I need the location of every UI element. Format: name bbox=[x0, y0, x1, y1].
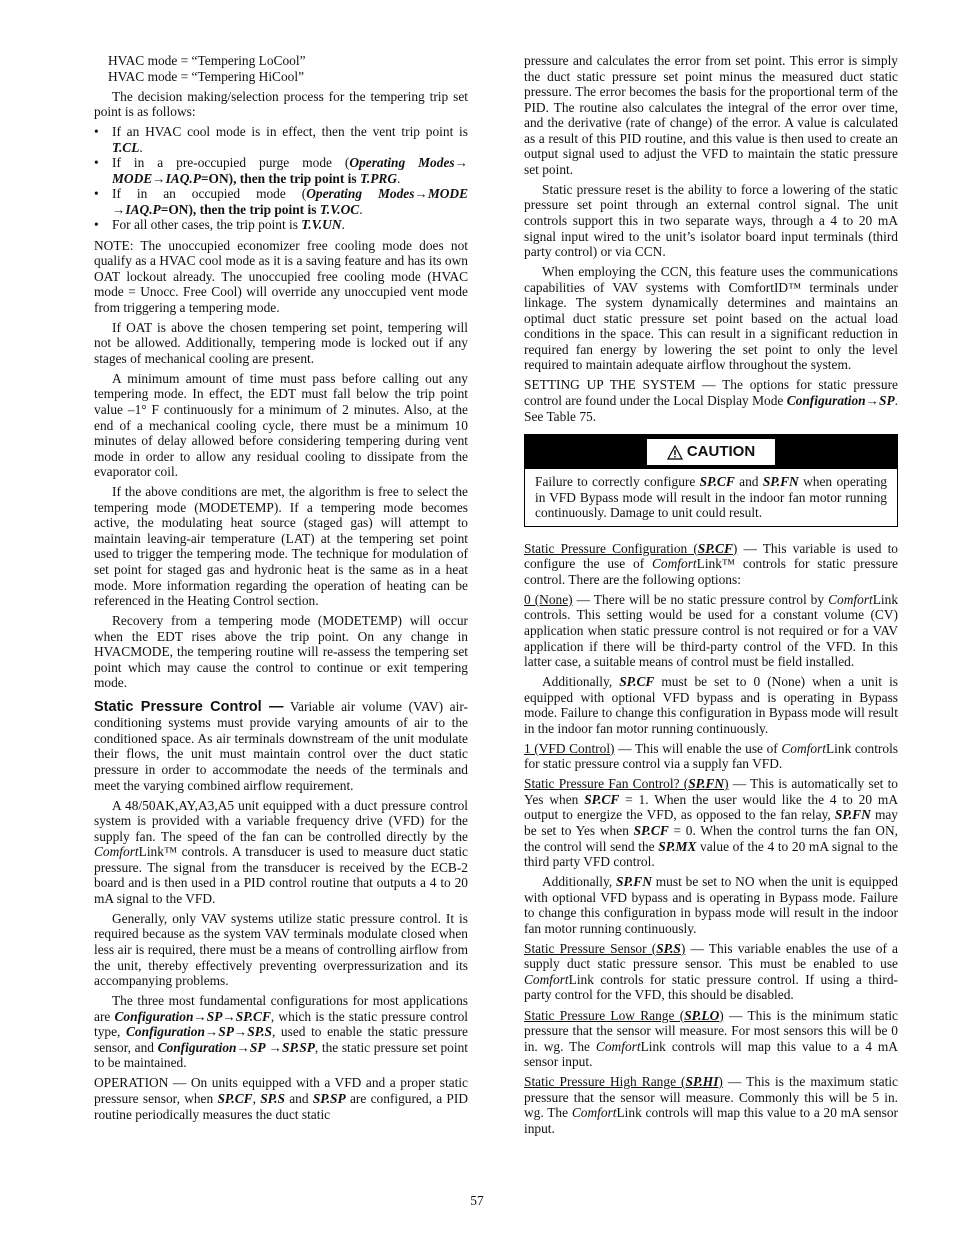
menu-path: Operating Modes→ MODE→IAQ.P bbox=[112, 155, 468, 186]
mode-line-2: HVAC mode = “Tempering HiCool” bbox=[108, 68, 305, 84]
menu-path: Configuration→SP→SP.S bbox=[126, 1024, 272, 1040]
code-term: SP.CF bbox=[699, 474, 735, 490]
menu-path: Configuration→SP →SP.SP bbox=[157, 1039, 315, 1055]
sphi-heading: Static Pressure High Range (SP.HI) bbox=[524, 1074, 723, 1090]
menu-path: Configuration→SP→SP.CF bbox=[114, 1008, 271, 1024]
right-column bbox=[524, 53, 898, 1141]
spfn-paragraph: Static Pressure Fan Control? (SP.FN) — This is automatically set to Yes when SP.CF = 1. When the user would like the 4 to 20 mA output to energize the VFD, as opposed to the fan relay, SP.FN may be set to Yes when SP.CF = 0. When the control turns the fan ON, the control will send the SP.MX value of the 4 to 20 mA signal to the third party VFD control. bbox=[524, 776, 899, 870]
sps-heading: Static Pressure Sensor (SP.S) bbox=[524, 940, 686, 956]
list-item: • For all other cases, the trip point is T.V.UN. bbox=[94, 217, 468, 233]
option-none-paragraph: 0 (None) — There will be no static pressure control by ComfortLink controls. This setting would be used for a constant volume (CV) application when static pressure control is not required or for a VAV application if there will be third-party control of the VFD. In this latter case, a suitable means of control must be field installed. bbox=[524, 591, 899, 670]
bypass-paragraph-2: Additionally, SP.FN must be set to NO when the unit is equipped with optional VFD bypass and is operating in Bypass mode. Failure to change this configuration in bypass mode will result in the indoor fan motor running continuously. bbox=[524, 874, 898, 936]
code-term: SP.S bbox=[260, 1090, 285, 1106]
spcf-paragraph: Static Pressure Configuration (SP.CF) — This variable is used to configure the use of ComfortLink™ controls for static pressure control. There are the following options: bbox=[524, 540, 898, 587]
intro-paragraph: The decision making/selection process for the tempering trip set point is as follows: bbox=[94, 88, 468, 120]
option-vfd-heading: 1 (VFD Control) bbox=[524, 740, 615, 756]
algorithm-paragraph: If the above conditions are met, the algorithm is free to select the tempering mode (MODETEMP). If a tempering mode becomes active, the modulating heat source (staged gas) will attempt to maintain leaving-air temperature (LAT) at the tempering set point used to trigger the tempering mode. The technique for modulation of set point for staged gas and hydronic heat is the same as in a heat mode. More information regarding the operation of heating can be referenced in the Heating Control section. bbox=[94, 484, 468, 609]
recovery-paragraph: Recovery from a tempering mode (MODETEMP) will occur when the EDT rises above the trip point. On any change in HVACMODE, the tempering routine will re-assess the tempering set point which may cause the control to continue or exit tempering mode. bbox=[94, 613, 468, 691]
reset-paragraph: Static pressure reset is the ability to force a lowering of the static pressure set point through an external control signal. The unit controls support this in two separate ways, through a 4 to 20 mA signal input wired to the unit’s isolator board input terminals (third party control) or via CCN. bbox=[524, 181, 898, 260]
generally-paragraph: Generally, only VAV systems utilize static pressure control. It is required because as the system VAV terminals modulate closed when less air is required, there must be a means of controlling airflow from the unit, thereby effectively preventing overpressurization and its accompanying problems. bbox=[94, 910, 468, 989]
setup-paragraph: SETTING UP THE SYSTEM — The options for static pressure control are found under the Local Display Mode Configuration→SP. See Table 75. bbox=[524, 377, 898, 424]
page-number: 57 bbox=[470, 1193, 484, 1208]
list-item: • If an HVAC cool mode is in effect, then the vent trip point is T.CL. bbox=[94, 124, 468, 155]
note-paragraph: NOTE: The unoccupied economizer free cooling mode does not qualify as a HVAC cool mode as it is a saving feature and has its own OAT lockout already. The unoccupied free cooling mode (HVAC mode = Unocc. Free Cool) will override any unoccupied vent mode from triggering a tempering mode. bbox=[94, 237, 468, 315]
spcf-heading: Static Pressure Configuration (SP.CF) bbox=[524, 540, 738, 556]
caution-label bbox=[647, 439, 775, 465]
menu-path: Configuration→SP bbox=[786, 392, 895, 408]
trip-point-list bbox=[94, 124, 468, 233]
option-vfd-paragraph: 1 (VFD Control) — This will enable the use of ComfortLink controls for static pressure control via a supply fan VFD. bbox=[524, 740, 899, 772]
sphi-paragraph: Static Pressure High Range (SP.HI) — This is the maximum static pressure that the sensor will measure. Commonly this will be 5 in. wg. The ComfortLink controls will map this value to a 20 mA sensor input. bbox=[524, 1074, 898, 1136]
list-item: • If in a pre-occupied purge mode (Operating Modes→ MODE→IAQ.P=ON), then the trip point is T.PRG. bbox=[94, 155, 468, 186]
splo-paragraph: Static Pressure Low Range (SP.LO) — This is the minimum static pressure that the sensor will measure. For most sensors this will be 0 in. wg. The ComfortLink controls will map this value to a 4 mA sensor input. bbox=[524, 1007, 898, 1070]
unit-paragraph: A 48/50AK,AY,A3,A5 unit equipped with a duct pressure control system is provided with a variable frequency drive (VFD) for the supply fan. The speed of the fan can be controlled directly by the ComfortLink™ controls. A transducer is used to measure duct static pressure. The signal from the transducer is received by the ECB-2 board and is then used in a PID control routine that outputs a 4 to 20 mA signal to the VFD. bbox=[94, 797, 468, 906]
caution-header bbox=[525, 435, 897, 469]
code-term: T.PRG bbox=[359, 170, 398, 186]
warning-triangle-icon bbox=[667, 445, 683, 460]
sps-paragraph: Static Pressure Sensor (SP.S) — This variable enables the use of a supply duct static pressure sensor. This must be enabled to use ComfortLink controls for static pressure control. If using a third-party control for the VFD, this should be disabled. bbox=[524, 940, 898, 1003]
configurations-paragraph: The three most fundamental configurations for most applications are Configuration→SP→SP.CF, which is the static pressure control type, Configuration→SP→SP.S, used to enable the static pressure sensor, and Configuration→SP →SP.SP, the static pressure set point to be maintained. bbox=[94, 993, 469, 1071]
spfn-heading: Static Pressure Fan Control? (SP.FN) bbox=[524, 776, 729, 792]
bypass-paragraph-1: Additionally, SP.CF must be set to 0 (None) when a unit is equipped with optional VFD bypass and is operating in Bypass mode. Failure to change this configuration in Bypass mode will result in the indoor fan motor running continuously. bbox=[524, 674, 898, 736]
code-term: T.V.UN bbox=[301, 217, 342, 233]
code-term: SP.SP bbox=[312, 1090, 346, 1106]
mode-line-1: HVAC mode = “Tempering LoCool” bbox=[108, 53, 306, 68]
minimum-time-paragraph: A minimum amount of time must pass before calling out any tempering mode. In effect, the EDT must fall below the trip point value –1° F continuously for a minimum of 2 minutes. Also, at the end of a mechanical cooling cycle, there must be a minimum 10 minutes of delay allowed before considering tempering during vent mode in order to allow any residual cooling to dissipate from the evaporator coil. bbox=[94, 370, 468, 480]
ccn-paragraph: When employing the CCN, this feature uses the communications capabilities of VAV systems with ComfortID™ terminals under linkage. The system dynamically determines and maintains an optimal duct static pressure set point based on the actual load conditions in the space. This can result in a significant reduction in required fan energy by lowering the set point to only the level required to maintain adequate airflow throughout the system. bbox=[524, 264, 898, 373]
code-term: SP.CF bbox=[217, 1090, 253, 1106]
caution-body: Failure to correctly configure SP.CF and SP.FN when operating in VFD Bypass mode will result in the indoor fan motor running continuously. Damage to unit could result. bbox=[535, 474, 888, 521]
code-term: T.V.OC bbox=[319, 201, 360, 217]
caution-text: CAUTION bbox=[686, 443, 756, 461]
static-pressure-section: Static Pressure Control — Variable air volume (VAV) air-conditioning systems must provide varying amounts of air to the conditioned space. As air terminals downstream of the unit modulate their flows, the unit must maintain control over the duct static pressure in order to accommodate the needs of the terminals and meet the varying combined airflow requirement. bbox=[94, 698, 468, 793]
operation-paragraph: OPERATION — On units equipped with a VFD and a proper static pressure sensor, when SP.CF, SP.S and SP.SP are configured, a PID routine periodically measures the duct static bbox=[94, 1075, 468, 1122]
caution-box bbox=[524, 434, 898, 527]
code-term: T.CL bbox=[112, 139, 140, 155]
code-term: SP.FN bbox=[762, 474, 799, 490]
section-heading: Static Pressure Control — bbox=[94, 698, 284, 715]
left-column bbox=[94, 53, 468, 1127]
splo-heading: Static Pressure Low Range (SP.LO) bbox=[524, 1007, 724, 1023]
oat-paragraph: If OAT is above the chosen tempering set point, tempering will not be allowed. Additionally, tempering mode is locked out if any stages of mechanical cooling are present. bbox=[94, 319, 468, 366]
menu-path: Operating Modes→MODE →IAQ.P bbox=[112, 186, 468, 217]
pid-paragraph: pressure and calculates the error from set point. This error is simply the duct static pressure set point minus the measured duct static pressure. The error becomes the basis for the proportional term of the PID. The routine also calculates the integral of the error over time, and the derivative (rate of change) of the error. A value is calculated as a result of this PID routine, and this value is then used to create an output signal used to adjust the VFD to maintain the static pressure set point. bbox=[524, 53, 898, 177]
list-item: • If in an occupied mode (Operating Modes→MODE →IAQ.P=ON), then the trip point is T.V.OC. bbox=[94, 186, 468, 217]
option-none-heading: 0 (None) bbox=[524, 591, 573, 607]
